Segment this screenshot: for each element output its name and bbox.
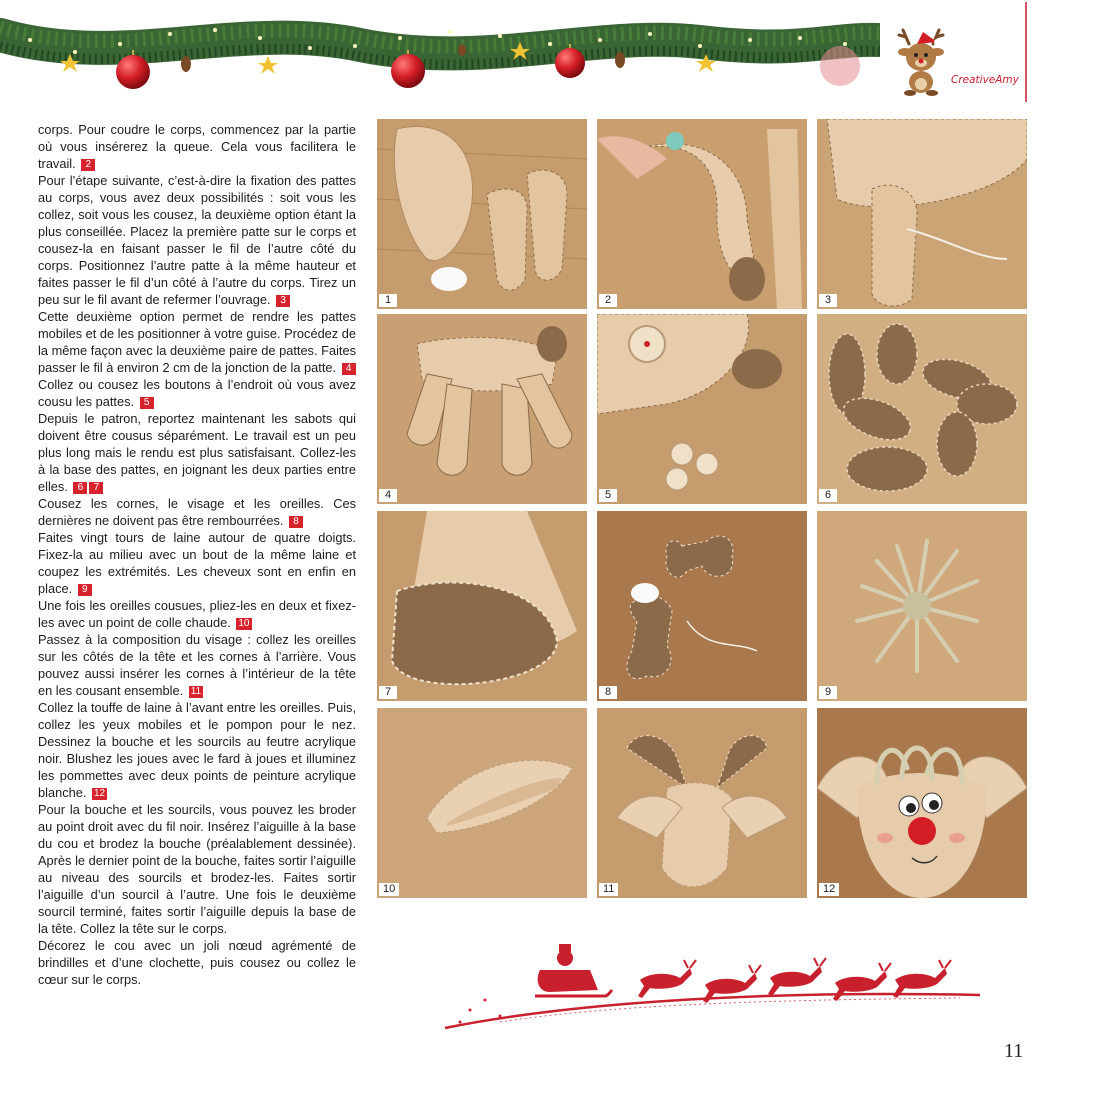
christmas-garland-decoration [0,0,880,105]
photo-number: 7 [379,686,397,699]
paragraph: Collez ou cousez les boutons à l’endroit où vous avez cousu les pattes. 5 [38,377,356,409]
step-reference-badge: 8 [289,516,303,528]
photo-number: 5 [599,489,617,502]
step-photo-7 [377,511,587,701]
santa-sleigh-reindeer-decoration [440,930,980,1035]
step-photo-6 [817,314,1027,504]
photo-number: 4 [379,489,397,502]
step-photo-9 [817,511,1027,701]
step-photo-12 [817,708,1027,898]
step-reference-badge: 5 [140,397,154,409]
step-reference-badge: 10 [238,618,250,629]
paragraph: corps. Pour coudre le corps, commencez par la partie où vous insérerez la queue. Cela vous facilitera le travail. 2 [38,122,356,171]
paragraph: Cette deuxième option permet de rendre les pattes mobiles et de les positionner à votre guise. Procédez de la même façon avec la deuxième paire de pattes. Faites passer le fil à environ 2 cm de la jonction de la patte. 4 [38,309,356,375]
step-photo-5 [597,314,807,504]
step-photo-3 [817,119,1027,309]
photo-number: 1 [379,294,397,307]
step-reference-badge: 2 [81,159,95,171]
photo-number: 10 [379,883,399,896]
paragraph: Pour la bouche et les sourcils, vous pouvez les broder au point droit avec du fil noir. Insérez l’aiguille à la base du cou et brodez la bouche (préalablement dessinée). Après le dernier point de la bouche, faites sortir l’aiguille au niveau des sourcils et brodez-les. Faites sortir l’aiguille d’un sourcil à l’autre. Une fois le deuxième sourcil terminé, faites sortir l’aiguille depuis la base de la tête. Collez la tête sur le corps. [38,802,356,936]
step-reference-badge: 7 [89,482,103,494]
paragraph: Depuis le patron, reportez maintenant les sabots qui doivent être cousus séparément. Le travail est un peu plus long mais le rendu est plus satisfaisant. Collez-les à la base des pattes, en joignant les deux parties entre elles. 6 7 [38,411,356,494]
paragraph: Passez à la composition du visage : collez les oreilles sur les côtés de la tête et les cornes à l’arrière. Vous pouvez aussi insérer les cornes à l’intérieur de la tête en les cousant ensemble. 11 [38,632,356,698]
step-reference-badge: 4 [342,363,356,375]
paragraph: Faites vingt tours de laine autour de quatre doigts. Fixez-la au milieu avec un bout de la même laine et coupez les extrémités. Les cheveux sont en enfin en place. 9 [38,530,356,596]
photo-number: 6 [819,489,837,502]
step-photo-4 [377,314,587,504]
step-reference-badge: 6 [73,482,87,494]
step-photo-11 [597,708,807,898]
step-photo-8 [597,511,807,701]
paragraph: Pour l’étape suivante, c’est-à-dire la fixation des pattes au corps, vous avez deux possibilités : soit vous les collez, soit vous les cousez, la deuxième option étant la plus conseillée. Placez la première patte sur le corps et cousez-la en faisant passer le fil de l’autre côté du corps. Positionnez l’autre patte à la même hauteur et faites passer le fil d’un côté à l’autre du corps. Tirez un peu sur le fil avant de refermer l’ouvrage. 3 [38,173,356,307]
photo-number: 9 [819,686,837,699]
step-reference-badge: 12 [93,788,106,799]
instructions-text [38,121,356,988]
step-reference-badge: 3 [276,295,290,307]
step-photo-2 [597,119,807,309]
step-photo-1 [377,119,587,309]
paragraph: Décorez le cou avec un joli nœud agrémenté de brindilles et d’une clochette, puis cousez ou collez le cœur sur le corps. [38,938,356,987]
step-reference-badge: 9 [78,584,92,596]
photo-number: 3 [819,294,837,307]
brand-name: CreativeAmy [951,74,1019,86]
photo-number: 2 [599,294,617,307]
step-photo-10 [377,708,587,898]
paragraph: Une fois les oreilles cousues, pliez-les en deux et fixez-les avec un point de colle chaude. 10 [38,598,356,630]
step-reference-badge: 11 [190,686,202,697]
vertical-ornament-line [1021,2,1031,102]
page-number: 11 [1004,1040,1024,1062]
paragraph: Collez la touffe de laine à l’avant entre les oreilles. Puis, collez les yeux mobiles et le pompon pour le nez. Dessinez la bouche et les sourcils au feutre acrylique noir. Blushez les joues avec le fard à joues et illuminez les pommettes avec deux points de peinture acrylique blanche. 12 [38,700,356,800]
paragraph: Cousez les cornes, le visage et les oreilles. Ces dernières ne doivent pas être rembourrées. 8 [38,496,356,528]
photo-number: 11 [599,883,618,896]
photo-number: 12 [819,883,839,896]
photo-number: 8 [599,686,617,699]
